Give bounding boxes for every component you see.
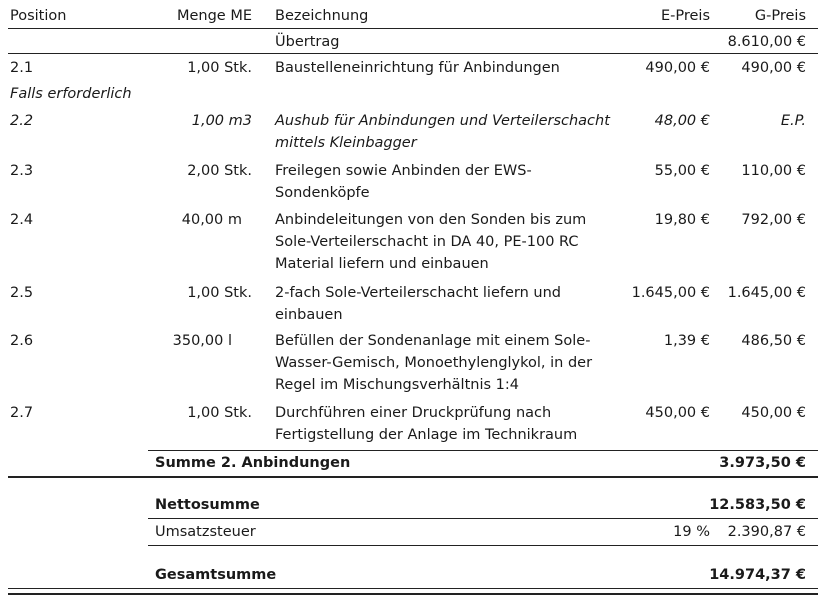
item-menge: 40,00 m xyxy=(181,212,242,228)
item-menge: 2,00 Stk. xyxy=(187,163,252,179)
summe-bottom-rule xyxy=(8,476,818,478)
ust-rate: 19 % xyxy=(673,524,710,540)
item-menge: 1,00 Stk. xyxy=(187,60,252,76)
summe-top-rule xyxy=(148,450,818,451)
item-position: 2.5 xyxy=(10,285,34,301)
item-description-line: einbauen xyxy=(275,307,343,323)
item-description-line: Sole-Verteilerschacht in DA 40, PE-100 RC xyxy=(275,234,579,250)
header-position: Position xyxy=(10,8,67,24)
ust-label: Umsatzsteuer xyxy=(155,524,256,540)
header-gpreis: G-Preis xyxy=(754,8,806,24)
item-description-line: 2-fach Sole-Verteilerschacht liefern und xyxy=(275,285,561,301)
item-total-price: 490,00 € xyxy=(741,60,806,76)
item-unit-price: 55,00 € xyxy=(654,163,710,179)
item-total-price: 486,50 € xyxy=(741,333,806,349)
item-menge: 1,00 Stk. xyxy=(187,285,252,301)
item-description-line: Sondenköpfe xyxy=(275,185,370,201)
item-unit-price: 490,00 € xyxy=(645,60,710,76)
item-description-line: Aushub für Anbindungen und Verteilerschacht xyxy=(275,113,610,129)
item-description-line: Baustelleneinrichtung für Anbindungen xyxy=(275,60,560,76)
gesamt-rule-bottom xyxy=(8,593,818,595)
uebertrag-label: Übertrag xyxy=(275,34,340,50)
uebertrag-rule xyxy=(8,53,818,54)
ust-amount: 2.390,87 € xyxy=(727,524,806,540)
item-total-price: E.P. xyxy=(780,113,806,129)
section-note: Falls erforderlich xyxy=(10,86,132,102)
item-total-price: 1.645,00 € xyxy=(727,285,806,301)
item-description-line: mittels Kleinbagger xyxy=(275,135,417,151)
item-menge: 350,00 l xyxy=(172,333,232,349)
item-menge: 1,00 m3 xyxy=(191,113,252,129)
item-position: 2.2 xyxy=(10,113,34,129)
item-description-line: Durchführen einer Druckprüfung nach xyxy=(275,405,552,421)
item-description-line: Freilegen sowie Anbinden der EWS- xyxy=(275,163,532,179)
item-unit-price: 450,00 € xyxy=(645,405,710,421)
item-total-price: 792,00 € xyxy=(741,212,806,228)
item-description-line: Anbindeleitungen von den Sonden bis zum xyxy=(275,212,587,228)
summe-label: Summe 2. Anbindungen xyxy=(155,455,351,471)
item-position: 2.3 xyxy=(10,163,34,179)
item-position: 2.6 xyxy=(10,333,34,349)
item-position: 2.4 xyxy=(10,212,34,228)
item-position: 2.1 xyxy=(10,60,34,76)
gesamt-label: Gesamtsumme xyxy=(155,567,277,583)
item-description-line: Material liefern und einbauen xyxy=(275,256,489,272)
header-bezeichnung: Bezeichnung xyxy=(275,8,369,24)
item-total-price: 110,00 € xyxy=(741,163,806,179)
ust-rule xyxy=(148,545,818,546)
item-position: 2.7 xyxy=(10,405,34,421)
item-description-line: Befüllen der Sondenanlage mit einem Sole- xyxy=(275,333,591,349)
item-unit-price: 19,80 € xyxy=(654,212,710,228)
item-unit-price: 1,39 € xyxy=(663,333,710,349)
gesamt-amount: 14.974,37 € xyxy=(709,567,806,583)
item-total-price: 450,00 € xyxy=(741,405,806,421)
item-description-line: Wasser-Gemisch, Monoethylenglykol, in der xyxy=(275,355,593,371)
item-menge: 1,00 Stk. xyxy=(187,405,252,421)
item-unit-price: 48,00 € xyxy=(654,113,710,129)
netto-label: Nettosumme xyxy=(155,497,260,513)
gesamt-rule-top xyxy=(8,588,818,589)
item-description-line: Regel im Mischungsverhältnis 1:4 xyxy=(275,377,519,393)
netto-rule xyxy=(148,518,818,519)
header-rule xyxy=(8,28,818,29)
netto-amount: 12.583,50 € xyxy=(709,497,806,513)
header-epreis: E-Preis xyxy=(660,8,710,24)
header-menge-me: Menge ME xyxy=(176,8,252,24)
item-unit-price: 1.645,00 € xyxy=(631,285,710,301)
uebertrag-amount: 8.610,00 € xyxy=(727,34,806,50)
summe-amount: 3.973,50 € xyxy=(719,455,806,471)
item-description-line: Fertigstellung der Anlage im Technikraum xyxy=(275,427,578,443)
